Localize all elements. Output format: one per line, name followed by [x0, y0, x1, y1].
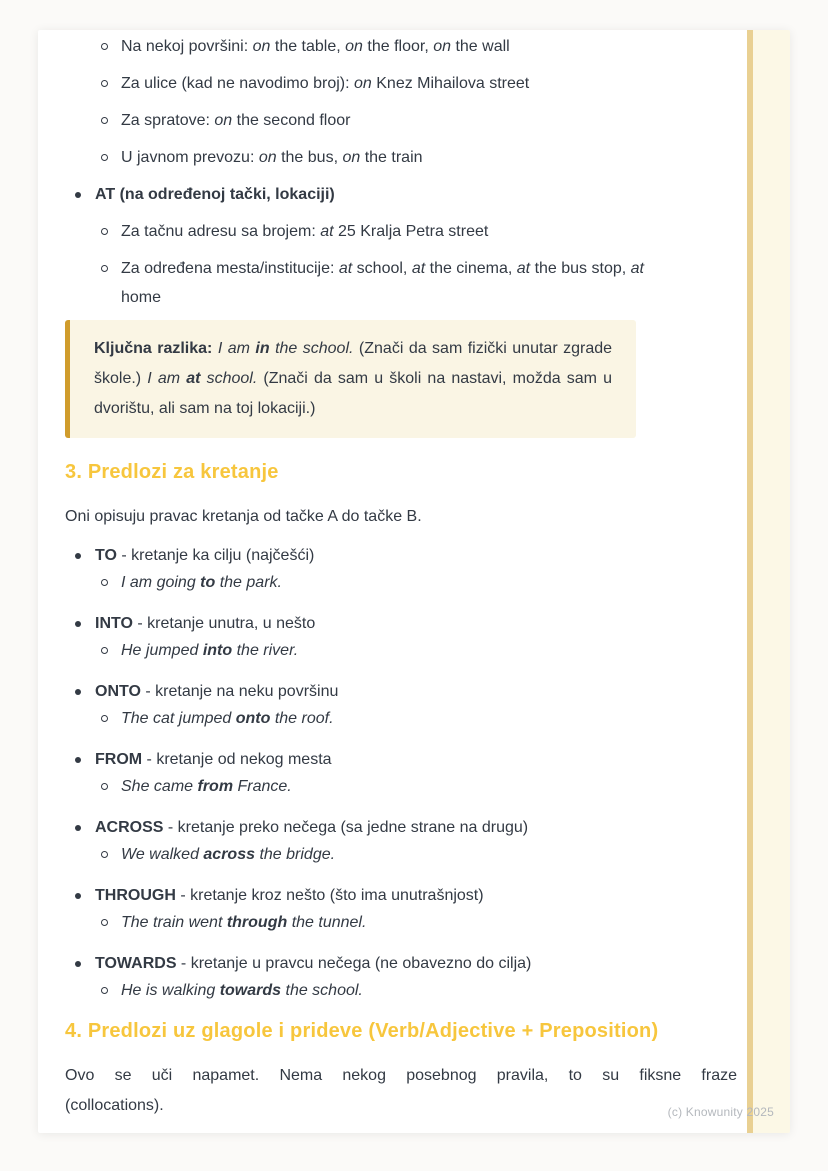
- text-segment: from: [197, 778, 234, 795]
- section-4-paragraph: [65, 1061, 737, 1121]
- text-segment: school,: [352, 260, 412, 277]
- text-segment: into: [202, 642, 233, 659]
- preposition-term-row: [65, 745, 737, 774]
- text-segment: the table,: [270, 38, 346, 55]
- text-segment: The cat jumped: [121, 710, 236, 727]
- preposition-description: - kretanje od nekog mesta: [142, 751, 332, 768]
- text-segment: at: [516, 260, 531, 277]
- movement-preposition-group: [65, 745, 737, 799]
- text-segment: the roof.: [270, 710, 334, 727]
- text-segment: the tunnel.: [287, 914, 367, 931]
- text-segment: through: [226, 914, 288, 931]
- text-segment: He jumped: [121, 642, 203, 659]
- on-usage-list: [65, 32, 737, 172]
- text-segment: (Znači da sam u školi na nastavi, možda sam u dvorištu, ali sam na toj lokaciji.): [94, 370, 613, 417]
- preposition-description: - kretanje kroz nešto (što ima unutrašnjost): [175, 887, 484, 904]
- preposition-term-row: [65, 609, 737, 638]
- text-segment: She came: [121, 778, 198, 795]
- preposition-term-row: [65, 677, 737, 706]
- preposition-term-row: [65, 881, 737, 910]
- text-segment: 25 Kralja Petra street: [333, 223, 489, 240]
- text-segment: at: [320, 223, 334, 240]
- text-segment: The train went: [121, 914, 227, 931]
- movement-preposition-group: [65, 881, 737, 935]
- page-edge-gold-line: [747, 30, 753, 1133]
- text-segment: Ključna razlika:: [94, 340, 218, 357]
- text-segment: across: [203, 846, 255, 863]
- text-segment: Za ulice (kad ne navodimo broj):: [121, 75, 354, 92]
- copyright-watermark: (c) Knowunity 2025: [667, 1105, 774, 1119]
- document-content: [65, 32, 737, 1121]
- preposition-term: ONTO: [95, 683, 141, 700]
- text-segment: the school.: [269, 340, 354, 357]
- preposition-term: TOWARDS: [95, 955, 177, 972]
- text-segment: on: [214, 112, 233, 129]
- preposition-description: - kretanje u pravcu nečega (ne obavezno do cilja): [176, 955, 532, 972]
- text-segment: the river.: [232, 642, 299, 659]
- section-3-intro: Oni opisuju pravac kretanja od tačke A do tačke B.: [65, 508, 422, 525]
- text-segment: at: [338, 260, 353, 277]
- movement-prepositions-list: [65, 541, 737, 1003]
- text-segment: school.: [200, 370, 258, 387]
- list-item: [65, 217, 681, 246]
- movement-preposition-group: [65, 541, 737, 595]
- text-segment: U javnom prevozu:: [121, 149, 259, 166]
- at-usage-list: [65, 217, 737, 312]
- text-segment: on: [258, 149, 277, 166]
- text-segment: on: [354, 75, 372, 92]
- section-4-heading: 4. Predlozi uz glagole i prideve (Verb/Adjective + Preposition): [65, 1020, 659, 1042]
- text-segment: at: [630, 260, 644, 277]
- list-item: [65, 106, 681, 135]
- page-card: [38, 30, 790, 1133]
- text-segment: the park.: [215, 574, 282, 591]
- list-item: [65, 978, 681, 1003]
- preposition-term-row: [65, 541, 737, 570]
- text-segment: I am going: [121, 574, 201, 591]
- text-segment: Za spratove:: [121, 112, 215, 129]
- text-segment: Na nekoj površini:: [121, 38, 253, 55]
- list-item: [65, 706, 681, 731]
- list-item: [65, 638, 681, 663]
- text-segment: He is walking: [121, 982, 220, 999]
- paragraph-line: Ovo se uči napamet. Nema nekog posebnog pravila, to su fiksne fraze: [65, 1067, 737, 1084]
- text-segment: the second floor: [232, 112, 351, 129]
- movement-preposition-group: [65, 813, 737, 867]
- text-segment: the bus stop,: [530, 260, 631, 277]
- text-segment: on: [345, 38, 363, 55]
- paragraph-line: (collocations).: [65, 1097, 164, 1114]
- text-segment: at: [186, 370, 201, 387]
- preposition-term: INTO: [95, 615, 133, 632]
- preposition-term: THROUGH: [95, 887, 176, 904]
- preposition-description: - kretanje unutra, u nešto: [132, 615, 316, 632]
- text-segment: on: [433, 38, 451, 55]
- list-item: [65, 69, 681, 98]
- text-segment: the wall: [451, 38, 510, 55]
- key-difference-callout: [65, 320, 636, 438]
- text-segment: Za određena mesta/institucije:: [121, 260, 339, 277]
- text-segment: towards: [219, 982, 282, 999]
- preposition-description: - kretanje preko nečega (sa jedne strane na drugu): [163, 819, 529, 836]
- text-segment: Za tačnu adresu sa brojem:: [121, 223, 321, 240]
- text-segment: the bridge.: [255, 846, 336, 863]
- text-segment: We walked: [121, 846, 204, 863]
- text-segment: at: [411, 260, 426, 277]
- text-segment: onto: [235, 710, 271, 727]
- movement-preposition-group: [65, 677, 737, 731]
- text-segment: AT (na određenoj tački, lokaciji): [95, 186, 335, 203]
- list-item: [65, 570, 681, 595]
- text-segment: the school.: [281, 982, 363, 999]
- text-segment: the floor,: [362, 38, 434, 55]
- text-segment: in: [255, 340, 270, 357]
- at-term-item: [65, 180, 737, 209]
- text-segment: the bus,: [276, 149, 343, 166]
- text-segment: on: [252, 38, 271, 55]
- text-segment: the cinema,: [425, 260, 517, 277]
- list-item: [65, 32, 681, 61]
- preposition-description: - kretanje ka cilju (najčešći): [116, 547, 315, 564]
- movement-preposition-group: [65, 949, 737, 1003]
- text-segment: I am: [147, 370, 187, 387]
- preposition-term: ACROSS: [95, 819, 164, 836]
- preposition-description: - kretanje na neku površinu: [140, 683, 339, 700]
- list-item: [65, 774, 681, 799]
- page-edge-cream-band: [753, 30, 790, 1133]
- list-item: [65, 254, 681, 312]
- list-item: [65, 910, 681, 935]
- text-segment: on: [342, 149, 361, 166]
- text-segment: to: [200, 574, 216, 591]
- text-segment: Knez Mihailova street: [371, 75, 530, 92]
- preposition-term-row: [65, 949, 737, 978]
- section-3-heading: 3. Predlozi za kretanje: [65, 461, 279, 483]
- text-segment: home: [121, 289, 162, 306]
- preposition-term: FROM: [95, 751, 143, 768]
- preposition-term: TO: [95, 547, 117, 564]
- text-segment: (Znači da sam fizički unutar zgrade škole.): [94, 340, 613, 387]
- preposition-term-row: [65, 813, 737, 842]
- text-segment: I am: [217, 340, 256, 357]
- text-segment: France.: [233, 778, 292, 795]
- list-item: [65, 143, 681, 172]
- list-item: [65, 842, 681, 867]
- movement-preposition-group: [65, 609, 737, 663]
- text-segment: the train: [360, 149, 423, 166]
